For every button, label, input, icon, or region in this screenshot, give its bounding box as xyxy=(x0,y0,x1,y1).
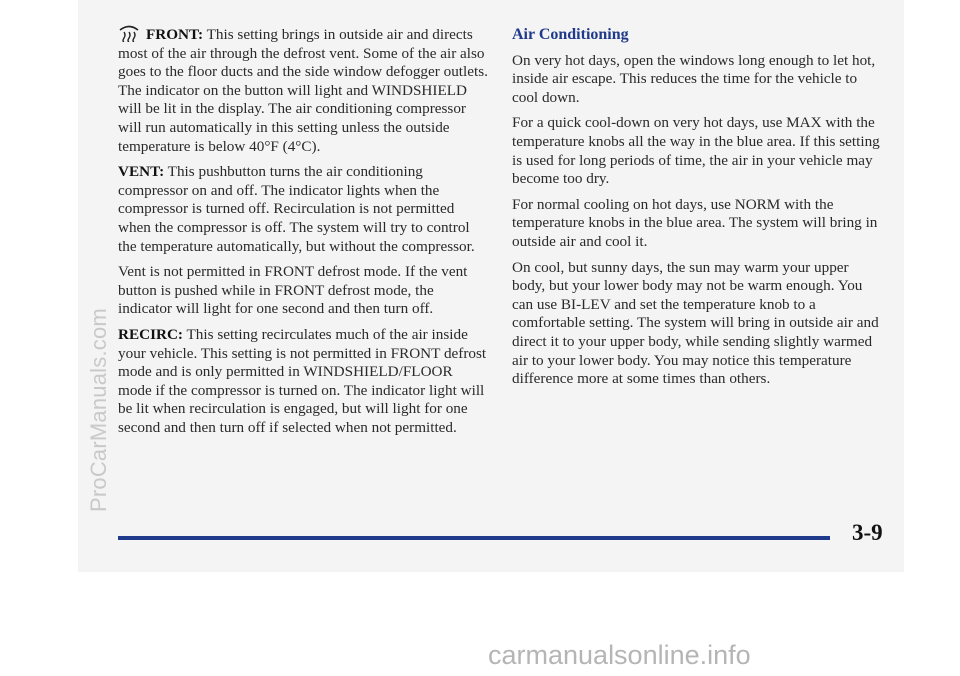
vent-text: This pushbutton turns the air conditioning compressor on and off. The indicator lights when the compressor is turned off. Recirculation is not permitted when the compressor is off. The system will try to control the temperature automatically, but without the compressor. xyxy=(118,163,475,255)
ac-paragraph: For a quick cool-down on very hot days, use MAX with the temperature knobs all the way in the blue area. If this setting is used for long periods of time, the air in your vehicle may become too dry. xyxy=(512,114,880,188)
front-text: This setting brings in outside air and directs most of the air through the defrost vent. Some of the air also goes to the floor ducts and the side window defogger outlets. The indicator on the button will light and WINDSHIELD will be lit in the display. The air conditioning compressor will run automatically in this setting unless the outside temperature is below 40°F (4°C). xyxy=(118,26,488,155)
vent-note-paragraph: Vent is not permitted in FRONT defrost mode. If the vent button is pushed while in FRONT defrost mode, the indicator will light for one second and then turn off. xyxy=(118,263,468,318)
footer-watermark: carmanualsonline.info xyxy=(488,640,751,670)
ac-paragraph: On very hot days, open the windows long enough to let hot, inside air escape. This reduces the time for the vehicle to cool down. xyxy=(512,51,876,106)
page-number: 3-9 xyxy=(852,520,883,545)
section-heading: Air Conditioning xyxy=(512,26,629,43)
defrost-icon xyxy=(118,24,140,42)
front-label: FRONT: xyxy=(146,26,204,43)
right-column xyxy=(512,24,884,396)
ac-paragraph: For normal cooling on hot days, use NORM with the temperature knobs in the blue area. The system will bring in outside air and cool it. xyxy=(512,195,878,250)
vent-label: VENT: xyxy=(118,163,165,181)
left-column xyxy=(118,24,488,444)
ac-paragraph: On cool, but sunny days, the sun may warm your upper body, but your lower body may not be warm enough. You can use BI-LEV and set the temperature knob to a comfortable setting. The system will bring in outside air and direct it to your upper body, while sending slightly warmed air to your lower body. You may notice this temperature difference more at some times than others. xyxy=(512,258,879,388)
recirc-paragraph xyxy=(118,326,488,438)
front-paragraph xyxy=(118,24,488,156)
side-watermark: ProCarManuals.com xyxy=(86,308,111,512)
footer-rule xyxy=(118,536,830,540)
recirc-label: RECIRC: xyxy=(118,325,183,343)
vent-paragraph xyxy=(118,163,488,256)
recirc-text: This setting recirculates much of the air inside your vehicle. This setting is not permitted in FRONT defrost mode and is only permitted in WINDSHIELD/FLOOR mode if the compressor is turned on. The indicator light will be lit when recirculation is engaged, but will light for one second and then turn off if selected when not permitted. xyxy=(118,325,487,436)
